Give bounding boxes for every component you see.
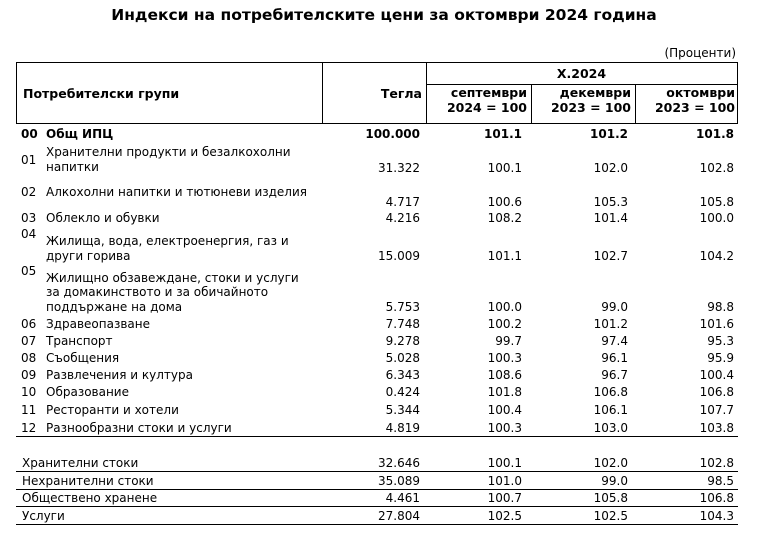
row-value-sep: 100.3 [487,351,522,365]
col1-header-line2: 2024 = 100 [446,100,527,115]
row-value-oct: 100.4 [699,368,734,382]
row-value-oct: 95.9 [707,351,734,365]
row-value-oct: 100.0 [699,211,734,225]
row-name-line: поддържане на дома [46,300,183,314]
row-weight: 5.028 [385,351,420,365]
row-value-sep: 100.1 [487,161,522,175]
group-column-header: Потребителски групи [23,86,180,101]
row-code: 06 [21,317,37,331]
row-name: Съобщения [46,351,120,365]
aggregate-row [16,491,738,505]
table-row [16,385,738,399]
row-weight: 100.000 [365,127,420,141]
row-value-dec: 101.4 [593,211,628,225]
row-value-oct: 101.6 [699,317,734,331]
table-row [16,421,738,435]
row-name-line: за домакинството и за обичайното [46,285,269,299]
row-code: 07 [21,334,37,348]
table-row [16,127,738,141]
row-code: 10 [21,385,37,399]
row-weight: 0.424 [385,385,420,399]
aggregate-value-sep: 101.0 [487,474,522,488]
aggregate-value-dec: 102.5 [593,509,628,523]
aggregate-weight: 35.089 [378,474,420,488]
row-value-sep: 101.1 [484,127,522,141]
row-value-dec: 101.2 [590,127,628,141]
unit-label: (Проценти) [664,46,736,60]
table-row [16,351,738,365]
row-code: 12 [21,421,37,435]
row-value-dec: 97.4 [601,334,628,348]
row-value-oct: 107.7 [699,403,734,417]
row-name: Общ ИПЦ [46,127,114,141]
row-value-sep: 108.6 [487,368,522,382]
row-value-sep: 99.7 [495,334,522,348]
aggregate-value-dec: 102.0 [593,456,628,470]
row-weight: 31.322 [378,161,420,175]
row-code: 05 [21,264,37,278]
row-weight: 5.753 [385,300,420,314]
col2-header-line1: декември [559,85,631,100]
row-weight: 9.278 [385,334,420,348]
table-row [16,403,738,417]
row-name: Ресторанти и хотели [46,403,179,417]
aggregate-weight: 4.461 [385,491,420,505]
row-weight: 5.344 [385,403,420,417]
row-weight: 4.819 [385,421,420,435]
row-value-dec: 101.2 [593,317,628,331]
row-value-dec: 106.1 [593,403,628,417]
aggregate-name: Услуги [22,509,65,523]
row-value-dec: 102.7 [593,249,628,263]
col1-header [426,85,527,115]
table-row [16,227,738,263]
row-name: Разнообразни стоки и услуги [46,421,232,435]
row-value-sep: 108.2 [487,211,522,225]
aggregate-name: Хранителни стоки [22,456,139,470]
row-name: Здравеопазване [46,317,150,331]
col2-header-line2: 2023 = 100 [550,100,631,115]
row-code: 09 [21,368,37,382]
row-value-oct: 101.8 [696,127,734,141]
row-value-dec: 105.3 [593,195,628,209]
table-divider [16,506,738,507]
row-value-sep: 100.6 [487,195,522,209]
aggregate-value-oct: 102.8 [699,456,734,470]
table-row [16,185,738,209]
row-code: 11 [21,403,37,417]
row-name-line: Хранителни продукти и безалкохолни [46,145,291,159]
aggregate-value-oct: 106.8 [699,491,734,505]
period-header: X.2024 [556,66,607,81]
row-value-oct: 103.8 [699,421,734,435]
row-value-dec: 106.8 [593,385,628,399]
row-name-line: други горива [46,249,131,263]
row-code: 08 [21,351,37,365]
row-value-dec: 103.0 [593,421,628,435]
col1-header-line1: септември [450,85,527,100]
row-name: Транспорт [46,334,113,348]
aggregate-name: Нехранителни стоки [22,474,154,488]
table-row [16,317,738,331]
table-row [16,264,738,314]
aggregate-value-dec: 99.0 [601,474,628,488]
col3-header-line1: октомври [666,85,735,100]
aggregate-row [16,474,738,488]
table-divider [16,436,738,437]
row-value-sep: 100.3 [487,421,522,435]
table-row [16,334,738,348]
weight-column-header: Тегла [380,86,422,101]
aggregate-value-oct: 98.5 [707,474,734,488]
aggregate-value-sep: 100.7 [487,491,522,505]
aggregate-weight: 27.804 [378,509,420,523]
row-value-dec: 102.0 [593,161,628,175]
row-value-oct: 104.2 [699,249,734,263]
row-value-sep: 100.4 [487,403,522,417]
aggregate-row [16,509,738,523]
row-name-line: Жилища, вода, електроенергия, газ и [46,234,289,248]
table-row [16,211,738,225]
row-value-sep: 100.2 [487,317,522,331]
row-code: 00 [21,127,38,141]
row-name: Образование [46,385,129,399]
aggregate-value-dec: 105.8 [593,491,628,505]
row-weight: 4.216 [385,211,420,225]
row-weight: 7.748 [385,317,420,331]
aggregate-value-oct: 104.3 [699,509,734,523]
row-weight: 6.343 [385,368,420,382]
row-code: 03 [21,211,37,225]
row-name: Развлечения и култура [46,368,193,382]
row-value-oct: 102.8 [699,161,734,175]
row-name-line: Жилищно обзавеждане, стоки и услуги [46,271,299,285]
row-value-oct: 95.3 [707,334,734,348]
aggregate-name: Обществено хранене [22,491,158,505]
row-weight: 4.717 [385,195,420,209]
aggregate-row [16,456,738,470]
row-value-dec: 96.1 [601,351,628,365]
table-divider [16,471,738,472]
row-value-sep: 100.0 [487,300,522,314]
col3-header [635,85,735,115]
table-row [16,368,738,382]
table-row [16,145,738,175]
row-value-sep: 101.8 [487,385,522,399]
page-title: Индекси на потребителските цени за октомври 2024 година [111,6,657,24]
table-divider [16,524,738,525]
row-code: 04 [21,227,37,241]
row-value-oct: 98.8 [707,300,734,314]
col2-header [531,85,631,115]
col3-header-line2: 2023 = 100 [654,100,735,115]
row-name: Облекло и обувки [46,211,160,225]
table-divider [16,489,738,490]
aggregate-value-sep: 102.5 [487,509,522,523]
row-value-oct: 105.8 [699,195,734,209]
row-name-line: напитки [46,160,99,174]
row-code: 01 [21,153,37,167]
aggregate-weight: 32.646 [378,456,420,470]
row-value-dec: 99.0 [601,300,628,314]
row-value-oct: 106.8 [699,385,734,399]
table-header [16,62,738,124]
row-value-sep: 101.1 [487,249,522,263]
row-weight: 15.009 [378,249,420,263]
aggregate-value-sep: 100.1 [487,456,522,470]
row-value-dec: 96.7 [601,368,628,382]
row-name: Алкохолни напитки и тютюневи изделия [46,185,307,199]
row-code: 02 [21,185,37,199]
